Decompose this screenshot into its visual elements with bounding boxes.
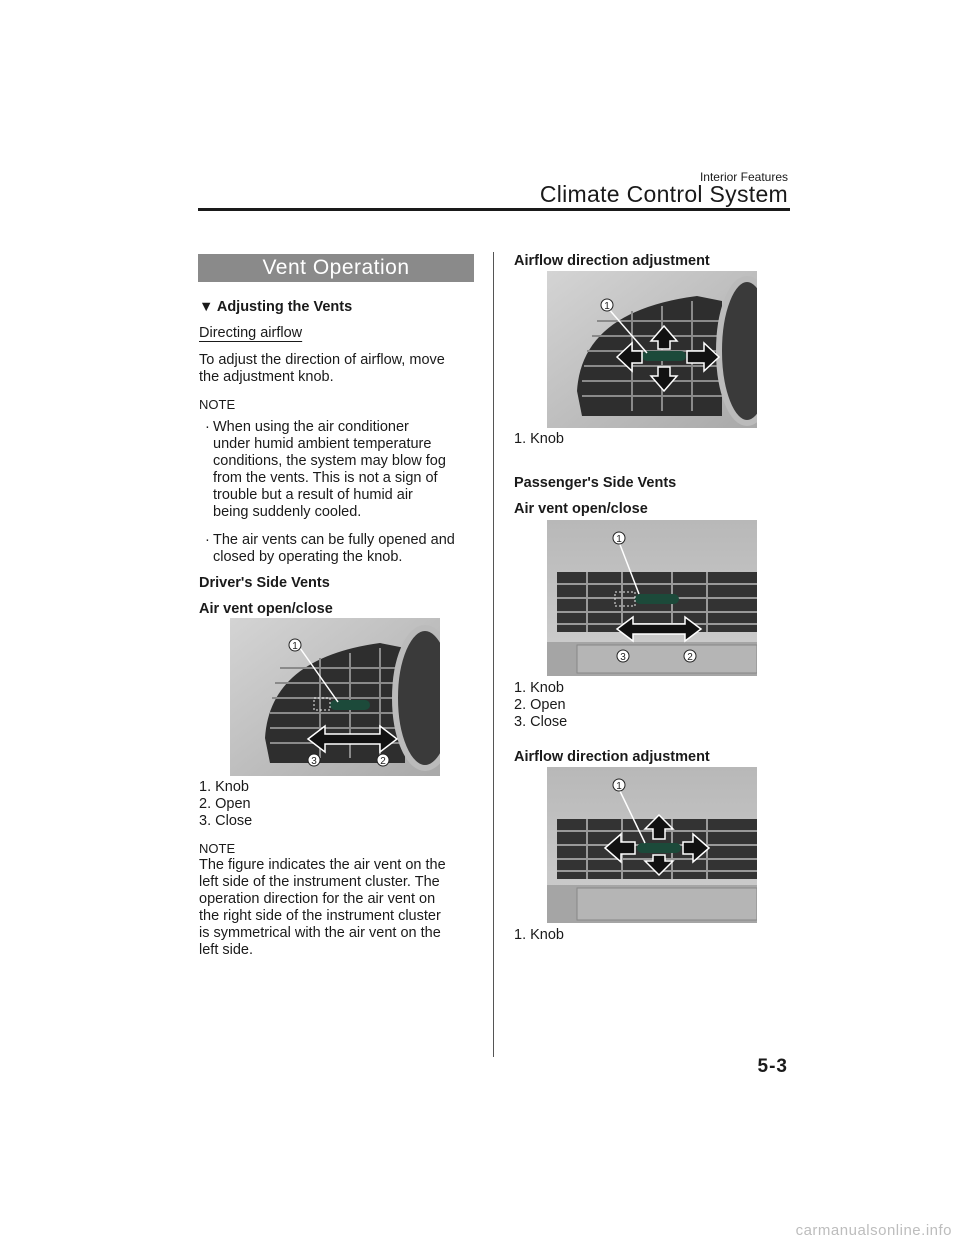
passenger-vent-airflow-figure bbox=[547, 767, 757, 923]
chapter-label: Interior Features bbox=[699, 170, 788, 184]
note-item-1-line: being suddenly cooled. bbox=[213, 504, 362, 520]
legend-item: 3. Close bbox=[199, 813, 253, 829]
note2-line: is symmetrical with the air vent on the bbox=[199, 925, 441, 941]
legend-item: 1. Knob bbox=[514, 927, 564, 943]
section-banner: Vent Operation bbox=[198, 254, 474, 282]
heading-adjusting-vents: ▼ Adjusting the Vents bbox=[199, 299, 353, 315]
note2-line: operation direction for the air vent on bbox=[199, 891, 436, 907]
note-item-2-line: closed by operating the knob. bbox=[213, 549, 403, 565]
note-item-1-line: · When using the air conditioner bbox=[213, 419, 446, 436]
passenger-open-close-title: Air vent open/close bbox=[514, 501, 648, 517]
callout-2: 2 bbox=[380, 756, 386, 767]
passenger-vent-open-close-figure bbox=[547, 520, 757, 676]
note2-text bbox=[199, 857, 446, 959]
note2-line: left side. bbox=[199, 942, 253, 958]
note2-label: NOTE bbox=[199, 841, 236, 856]
note-item-1-line: conditions, the system may blow fog bbox=[213, 453, 446, 469]
page-number: 5-3 bbox=[757, 1056, 788, 1077]
callout-1: 1 bbox=[604, 301, 610, 312]
callout-3: 3 bbox=[620, 652, 626, 663]
knob-icon bbox=[635, 594, 679, 604]
note-item-1 bbox=[213, 419, 446, 521]
header-rule bbox=[198, 208, 790, 211]
airflow-title-1: Airflow direction adjustment bbox=[514, 253, 710, 269]
watermark: carmanualsonline.info bbox=[795, 1222, 952, 1239]
callout-1: 1 bbox=[616, 781, 622, 792]
legend-item: 1. Knob bbox=[199, 779, 249, 795]
passenger-side-title: Passenger's Side Vents bbox=[514, 475, 677, 491]
callout-2: 2 bbox=[687, 652, 693, 663]
callout-3: 3 bbox=[311, 756, 317, 767]
column-divider bbox=[493, 252, 494, 1057]
note-item-1-line: under humid ambient temperature bbox=[213, 436, 432, 452]
note-item-2 bbox=[213, 532, 455, 566]
airflow-title-2: Airflow direction adjustment bbox=[514, 749, 710, 765]
legend-item: 1. Knob bbox=[514, 431, 564, 447]
knob-icon bbox=[642, 351, 686, 361]
intro-line-1: To adjust the direction of airflow, move bbox=[199, 352, 445, 368]
section-title: Climate Control System bbox=[539, 181, 788, 207]
note-label: NOTE bbox=[199, 397, 236, 412]
note2-line: the right side of the instrument cluster bbox=[199, 908, 441, 924]
intro-line-2: the adjustment knob. bbox=[199, 369, 334, 385]
legend-item: 2. Open bbox=[514, 697, 566, 713]
driver-vent-open-close-figure bbox=[230, 618, 440, 776]
note2-line: The figure indicates the air vent on the bbox=[199, 857, 446, 873]
legend-item: 1. Knob bbox=[514, 680, 564, 696]
note2-line: left side of the instrument cluster. The bbox=[199, 874, 440, 890]
driver-legend bbox=[199, 779, 252, 830]
callout-1: 1 bbox=[616, 534, 622, 545]
passenger-legend bbox=[514, 680, 567, 731]
note-item-1-line: trouble but a result of humid air bbox=[213, 487, 413, 503]
subheading-directing-airflow: Directing airflow bbox=[199, 325, 303, 341]
drivers-side-title: Driver's Side Vents bbox=[199, 575, 330, 591]
knob-icon bbox=[637, 843, 681, 853]
note-item-1-line: from the vents. This is not a sign of bbox=[213, 470, 438, 486]
note-item-2-line: · The air vents can be fully opened and bbox=[213, 532, 455, 549]
airflow-legend-1 bbox=[514, 431, 564, 448]
callout-1: 1 bbox=[292, 641, 298, 652]
airflow-legend-2 bbox=[514, 927, 564, 944]
drivers-open-close-title: Air vent open/close bbox=[199, 601, 333, 617]
driver-vent-airflow-figure bbox=[547, 271, 757, 428]
legend-item: 3. Close bbox=[514, 714, 568, 730]
knob-icon bbox=[330, 700, 370, 710]
legend-item: 2. Open bbox=[199, 796, 251, 812]
